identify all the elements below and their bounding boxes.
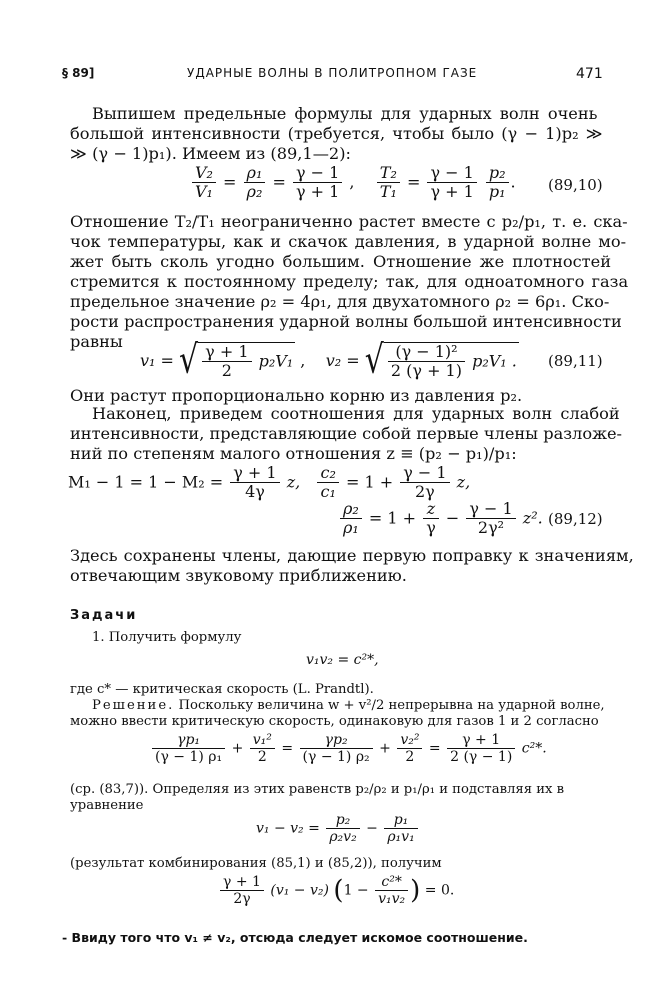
equation-critical-velocity: $\frac{\text{γp₁}}{\text{(γ − 1) ρ₁}}$ + $\frac{\text{v₁²}}{2}$ = $\frac{\text{γp₂}}{\text{(γ − 1) ρ₂}}$ + $\frac{\text{v₂²}}{2}$ = $\frac{\gamma + 1}{2 (\gamma - 1)}$ c²*. (150, 732, 547, 765)
equation-number: (89,10) (548, 176, 603, 194)
page-number: 471 (576, 66, 603, 82)
equation-89-12-line-2: $\frac{\text{ρ₂}}{\text{ρ₁}}$ = 1 + $\frac{z}{\gamma}$ − $\frac{\gamma - 1}{\text{2γ²}}$ z². (338, 500, 543, 538)
equation-final: $\frac{\gamma + 1}{2\gamma}$ (v₁ − v₂) (1 − $\frac{\text{c²*}}{\text{v₁v₂}}$ ) = 0. (218, 874, 454, 907)
fraction: $\frac{\text{p₂}}{\text{p₁}}$ (486, 164, 509, 202)
p5-line-1: Здесь сохранены члены, дающие первую поправку к значениям, (70, 546, 634, 565)
p1-line-2: большой интенсивности (требуется, чтобы было (γ − 1)p₂ ≫ (70, 124, 603, 143)
p4-line-2: интенсивности, представляющие собой первые члены разложе- (70, 424, 623, 443)
problem-1-formula: v₁v₂ = c²*, (306, 652, 379, 668)
square-root: √ $\frac{\text{(γ − 1)²}}{2 (\gamma + 1)}$ p₂V₁ . (364, 337, 517, 384)
p2-line-2: чок температуры, как и скачок давления, в ударной волне мо- (70, 232, 627, 251)
p2-line-1: Отношение T₂/T₁ неограниченно растет вместе с p₂/p₁, т. е. ска- (70, 212, 628, 231)
problem-1-title: 1. Получить формулу (92, 630, 242, 645)
solution-line-5: (результат комбинирования (85,1) и (85,2)), получим (70, 856, 442, 871)
problem-1-where: где c* — критическая скорость (L. Prandtl). (70, 682, 374, 697)
p1-line-3: ≫ (γ − 1)p₁). Имеем из (89,1—2): (70, 144, 351, 163)
problems-heading: Задачи (70, 608, 138, 623)
p4-line-1: Наконец, приведем соотношения для ударных волн слабой (92, 404, 620, 423)
equation-number: (89,12) (548, 510, 603, 528)
p2-line-4: стремится к постоянному пределу; так, для одноатомного газа (70, 272, 629, 291)
equation-number: (89,11) (548, 352, 603, 370)
equation-89-11: v₁ = √ $\frac{\gamma + 1}{2}$ p₂V₁ , v₂ = √ $\frac{\text{(γ − 1)²}}{2 (\gamma + 1)}$ p₂V₁ . (140, 337, 517, 384)
p3-line: Они растут пропорционально корню из давления p₂. (70, 386, 523, 405)
p2-line-6: рости распространения ударной волны большой интенсивности (70, 312, 622, 331)
section-ref: § 89] (62, 66, 95, 80)
solution-line-4: уравнение (70, 798, 144, 813)
running-title: УДАРНЫЕ ВОЛНЫ В ПОЛИТРОПНОМ ГАЗЕ (187, 66, 478, 80)
p5-line-2: отвечающим звуковому приближению. (70, 566, 407, 585)
fraction: $\frac{\gamma - 1}{\gamma + 1}$ (293, 164, 342, 202)
solution-line-3: (ср. (83,7)). Определяя из этих равенств p₂/ρ₂ и p₁/ρ₁ и подставляя их в (70, 782, 565, 797)
fraction: $\frac{\gamma - 1}{\gamma + 1}$ (427, 164, 476, 202)
square-root: √ $\frac{\gamma + 1}{2}$ p₂V₁ (179, 337, 294, 384)
solution-line-1: Решение. Поскольку величина w + v²/2 непрерывна на ударной волне, (92, 698, 605, 713)
p2-line-5: предельное значение ρ₂ = 4ρ₁, для двухатомного ρ₂ = 6ρ₁. Ско- (70, 292, 610, 311)
equation-velocity-difference: v₁ − v₂ = $\frac{\text{p₂}}{\text{ρ₂v₂}}$ − $\frac{\text{p₁}}{\text{ρ₁v₁}}$ (256, 812, 420, 845)
solution-line-2: можно ввести критическую скорость, одинаковую для газов 1 и 2 согласно (70, 714, 599, 729)
fraction: $\frac{\text{ρ₁}}{\text{ρ₂}}$ (244, 164, 266, 202)
p2-line-3: жет быть сколь угодно большим. Отношение же плотностей (70, 252, 611, 271)
equation-89-12-line-1: M₁ − 1 = 1 − M₂ = $\frac{\gamma + 1}{4\gamma}$ z, $\frac{\text{c₂}}{\text{c₁}}$ = 1 + $\frac{\gamma - 1}{2\gamma}$ z, (68, 463, 471, 502)
solution-conclusion: - Ввиду того что v₁ ≠ v₂, отсюда следует искомое соотношение. (62, 930, 528, 945)
equation-89-10: $\frac{\text{V₂}}{\text{V₁}}$ = $\frac{\text{ρ₁}}{\text{ρ₂}}$ = $\frac{\gamma - 1}{\gamma + 1}$ , $\frac{\text{T₂}}{\text{T₁}}$ = $\frac{\gamma - 1}{\gamma + 1}$ $\frac{\text{p₂}}{\text{p₁}}$ . (190, 164, 516, 202)
fraction: $\frac{\text{T₂}}{\text{T₁}}$ (377, 164, 400, 202)
p4-line-3: ний по степеням малого отношения z ≡ (p₂ − p₁)/p₁: (70, 444, 517, 463)
fraction: $\frac{\text{V₂}}{\text{V₁}}$ (192, 164, 216, 202)
p1-line-1: Выпишем предельные формулы для ударных волн очень (92, 104, 598, 123)
p2-line-7: равны (70, 332, 123, 351)
